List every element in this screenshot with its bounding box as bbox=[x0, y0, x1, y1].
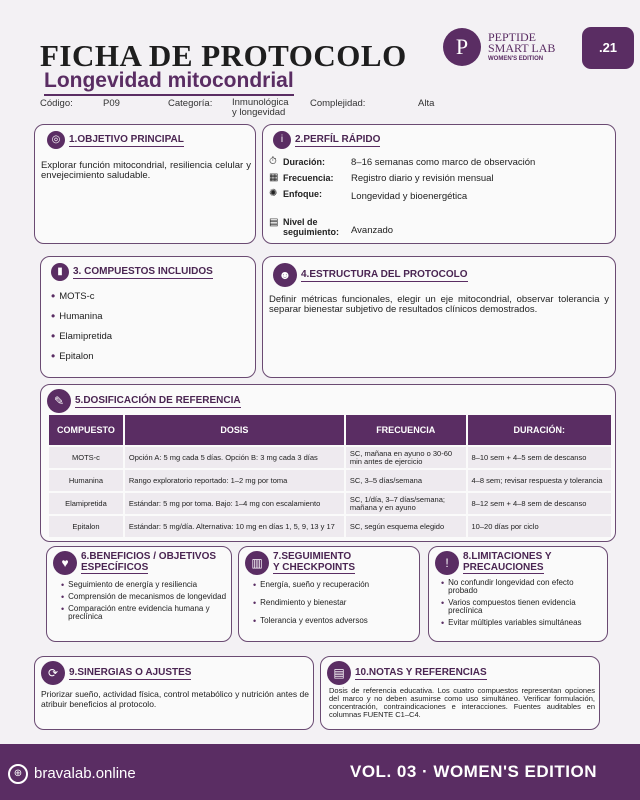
table-cell: Estándar: 5 mg/día. Alternativa: 10 mg en días 1, 5, 9, 13 y 17 bbox=[125, 516, 344, 537]
table-cell: SC, según esquema elegido bbox=[346, 516, 466, 537]
notas-heading: 10.NOTAS Y REFERENCIAS bbox=[355, 666, 487, 678]
brand-name bbox=[488, 32, 555, 54]
table-row bbox=[49, 516, 611, 537]
column-header: FRECUENCIA bbox=[346, 415, 466, 445]
sinergias-card bbox=[34, 656, 314, 730]
beneficios-card bbox=[46, 546, 232, 642]
enfoque-value: Longevidad y bioenergética bbox=[351, 191, 468, 202]
estructura-card bbox=[262, 256, 616, 378]
list-item: • No confundir longevidad con efecto probado bbox=[441, 579, 603, 595]
clipboard-icon: ▥ bbox=[245, 551, 269, 575]
warning-icon: ! bbox=[435, 551, 459, 575]
codigo-value: P09 bbox=[103, 98, 120, 109]
compuesto-item: • Elamipretida bbox=[51, 329, 112, 343]
limitaciones-heading-line-2: PRECAUCIONES bbox=[463, 562, 544, 573]
list-item: • Seguimiento de energía y resiliencia bbox=[61, 581, 229, 589]
table-cell: 10–20 días por ciclo bbox=[468, 516, 611, 537]
list-item: • Rendimiento y bienestar bbox=[253, 599, 417, 607]
info-icon: i bbox=[273, 131, 291, 149]
list-item: • Evitar múltiples variables simultáneas bbox=[441, 619, 603, 627]
dosificacion-heading: 5.DOSIFICACIÓN DE REFERENCIA bbox=[75, 394, 241, 406]
notas-card bbox=[320, 656, 600, 730]
codigo-label: Código: bbox=[40, 98, 73, 109]
table-cell: SC, mañana en ayuno o 30-60 min antes de ejercicio bbox=[346, 447, 466, 468]
page-subtitle: Longevidad mitocondrial bbox=[44, 69, 294, 96]
estructura-text: Definir métricas funcionales, elegir un eje mitocondrial, observar tolerancia y separar bienestar subjetivo de resultados clínicos demostrados. bbox=[269, 294, 609, 315]
heart-icon: ♥ bbox=[53, 551, 77, 575]
objetivo-text: Explorar función mitocondrial, resiliencia celular y envejecimiento saludable. bbox=[41, 160, 251, 181]
table-cell: 8–10 sem + 4–5 sem de descanso bbox=[468, 447, 611, 468]
duracion-value: 8–16 semanas como marco de observación bbox=[351, 157, 536, 168]
categoria-label: Categoría: bbox=[168, 98, 213, 109]
nivel-label bbox=[283, 217, 339, 237]
list-item: • Energía, sueño y recuperación bbox=[253, 581, 417, 589]
nivel-value: Avanzado bbox=[351, 225, 394, 236]
list-item: • Varios compuestos tienen evidencia preclínica bbox=[441, 599, 603, 615]
table-cell: 4–8 sem; revisar respuesta y tolerancia bbox=[468, 470, 611, 491]
target-icon: ◎ bbox=[47, 131, 65, 149]
nivel-label-line-2: seguimiento: bbox=[283, 227, 340, 237]
categoria-value-line-2: y longevidad bbox=[232, 107, 286, 118]
footer-url-link[interactable]: bravalab.online bbox=[34, 765, 136, 782]
table-cell: MOTS-c bbox=[49, 447, 123, 468]
list-item: • Comparación entre evidencia humana y preclínica bbox=[61, 605, 229, 621]
dosificacion-table bbox=[47, 413, 613, 539]
column-header: DURACIÓN: bbox=[468, 415, 611, 445]
page-number: .21 bbox=[582, 27, 634, 69]
objetivo-heading: 1.OBJETIVO PRINCIPAL bbox=[69, 133, 184, 145]
beneficios-heading bbox=[81, 551, 216, 575]
compuestos-heading: 3. COMPUESTOS INCLUIDOS bbox=[73, 265, 213, 277]
brand-edition: WOMEN'S EDITION bbox=[488, 56, 544, 62]
compuesto-item: • Humanina bbox=[51, 309, 103, 323]
estructura-heading: 4.ESTRUCTURA DEL PROTOCOLO bbox=[301, 268, 468, 280]
compuesto-item: • Epitalon bbox=[51, 349, 94, 363]
column-header: COMPUESTO bbox=[49, 415, 123, 445]
limitaciones-card bbox=[428, 546, 608, 642]
table-row bbox=[49, 493, 611, 514]
table-cell: Estándar: 5 mg por toma. Bajo: 1–4 mg con escalamiento bbox=[125, 493, 344, 514]
lightbulb-icon: ✺ bbox=[269, 188, 278, 199]
nivel-label-line-1: Nivel de bbox=[283, 217, 318, 227]
beneficios-heading-line-2: ESPECÍFICOS bbox=[81, 562, 149, 573]
perfil-card bbox=[262, 124, 616, 244]
complejidad-label: Complejidad: bbox=[310, 98, 366, 109]
sinergias-text: Priorizar sueño, actividad física, control metabólico y nutrición antes de atribuir beneficios al protocolo. bbox=[41, 689, 309, 709]
sinergias-heading: 9.SINERGIAS O AJUSTES bbox=[69, 666, 192, 678]
compuesto-item: • MOTS-c bbox=[51, 289, 95, 303]
seguimiento-heading-line-1: 7.SEGUIMIENTO bbox=[273, 551, 352, 562]
vial-icon: ▮ bbox=[51, 263, 69, 281]
sync-icon: ⟳ bbox=[41, 661, 65, 685]
complejidad-value: Alta bbox=[418, 98, 435, 109]
enfoque-label: Enfoque: bbox=[283, 189, 322, 199]
dosificacion-card bbox=[40, 384, 616, 542]
list-item: • Comprensión de mecanismos de longevidad bbox=[61, 593, 229, 601]
brand-line-2: SMART LAB bbox=[488, 41, 556, 55]
person-icon: ☻ bbox=[273, 263, 297, 287]
notes-icon: ▤ bbox=[327, 661, 351, 685]
frecuencia-label: Frecuencia: bbox=[283, 173, 334, 183]
list-item: • Tolerancia y eventos adversos bbox=[253, 617, 417, 625]
brand-logo-icon: P bbox=[443, 28, 481, 66]
table-cell: 8–12 sem + 4–8 sem de descanso bbox=[468, 493, 611, 514]
limitaciones-heading-line-1: 8.LIMITACIONES Y bbox=[463, 551, 552, 562]
table-cell: Opción A: 5 mg cada 5 días. Opción B: 3 mg cada 3 días bbox=[125, 447, 344, 468]
categoria-value bbox=[232, 98, 289, 118]
categoria-value-line-1: Inmunológica bbox=[232, 97, 289, 108]
seguimiento-heading-line-2: Y CHECKPOINTS bbox=[273, 562, 356, 573]
table-row bbox=[49, 447, 611, 468]
table-row bbox=[49, 470, 611, 491]
table-cell: Rango exploratorio reportado: 1–2 mg por toma bbox=[125, 470, 344, 491]
page-title: FICHA DE PROTOCOLO bbox=[40, 38, 407, 73]
limitaciones-heading bbox=[463, 551, 552, 575]
notas-text: Dosis de referencia educativa. Los cuatro compuestos representan opciones del marco y no deben asumirse como uso simultáneo. Verificar formulación, concentración, contraindicaciones e interacciones. Fuentes auditables en columnas FUENTE C1–C4. bbox=[329, 686, 595, 719]
column-header: DOSIS bbox=[125, 415, 344, 445]
table-cell: Elamipretida bbox=[49, 493, 123, 514]
clock-icon: ⏱ bbox=[269, 156, 277, 167]
syringe-icon: ✎ bbox=[47, 389, 71, 413]
footer-volume: VOL. 03 · WOMEN'S EDITION bbox=[350, 762, 598, 781]
globe-icon: ⊕ bbox=[8, 764, 28, 784]
brand-line-1: PEPTIDE bbox=[488, 30, 536, 44]
table-cell: Epitalon bbox=[49, 516, 123, 537]
perfil-heading: 2.PERFÍL RÁPIDO bbox=[295, 133, 381, 145]
table-cell: SC, 1/día, 3–7 días/semana; mañana y en ayuno bbox=[346, 493, 466, 514]
table-cell: Humanina bbox=[49, 470, 123, 491]
frecuencia-value: Registro diario y revisión mensual bbox=[351, 173, 494, 184]
table-cell: SC, 3–5 días/semana bbox=[346, 470, 466, 491]
document-icon: ▤ bbox=[269, 217, 279, 228]
seguimiento-heading bbox=[273, 551, 355, 575]
objetivo-card bbox=[34, 124, 256, 244]
seguimiento-card bbox=[238, 546, 420, 642]
calendar-icon: ▦ bbox=[269, 172, 279, 183]
duracion-label: Duración: bbox=[283, 157, 326, 167]
compuestos-card bbox=[40, 256, 256, 378]
beneficios-heading-line-1: 6.BENEFICIOS / OBJETIVOS bbox=[81, 551, 217, 562]
table-header-row bbox=[49, 415, 611, 445]
